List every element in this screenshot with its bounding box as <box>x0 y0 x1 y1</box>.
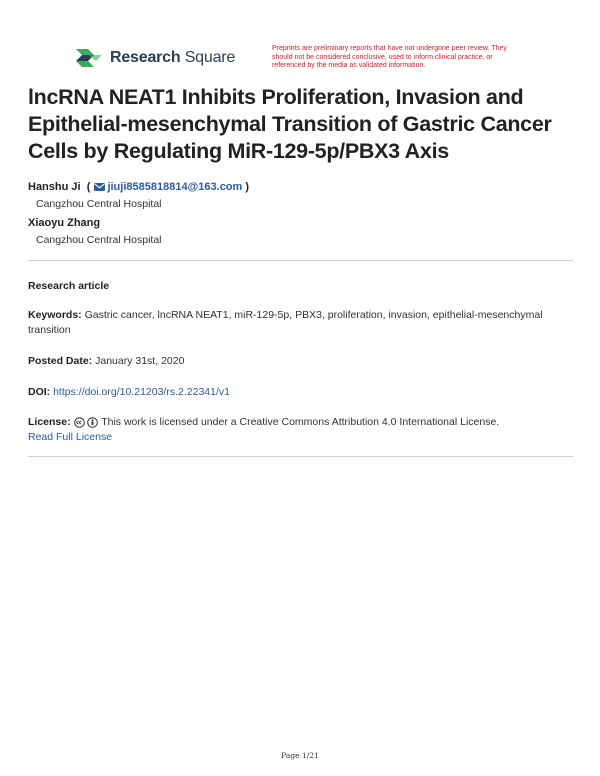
author-2-name: Xiaoyu Zhang <box>28 217 101 229</box>
creative-commons-icon <box>74 417 85 428</box>
doi-link[interactable]: https://doi.org/10.21203/rs.2.22341/v1 <box>53 386 230 398</box>
posted-date <box>28 354 573 369</box>
logo-word-research: Research <box>110 49 181 66</box>
license <box>28 415 573 445</box>
read-full-license-link[interactable]: Read Full License <box>28 431 113 443</box>
divider-bottom <box>28 456 573 457</box>
author-2-affiliation: Cangzhou Central Hospital <box>36 234 162 246</box>
attribution-icon <box>87 417 98 428</box>
posted-date-value: January 31st, 2020 <box>95 355 185 367</box>
divider-top <box>28 260 573 261</box>
author-1-email-link[interactable]: jiuji8585818814@163.com <box>107 181 243 193</box>
posted-date-label: Posted Date: <box>28 355 93 367</box>
logo-word-square: Square <box>184 49 236 66</box>
author-1-name: Hanshu Ji <box>28 181 81 193</box>
research-square-logo[interactable] <box>74 47 235 69</box>
preprint-notice: Preprints are preliminary reports that have not undergone peer review. They should not be considered conclusive, used to inform clinical practice, or referenced by the media as validated information. <box>272 45 507 69</box>
doi <box>28 385 573 400</box>
article-type-label: Research article <box>28 280 110 292</box>
author-1-affiliation: Cangzhou Central Hospital <box>36 198 162 210</box>
license-label: License: <box>28 416 71 428</box>
article-type <box>28 279 573 294</box>
keywords <box>28 308 573 338</box>
author-1 <box>28 181 249 193</box>
envelope-icon <box>94 183 105 191</box>
research-square-icon <box>74 47 104 69</box>
author-1-open-paren: ( <box>86 181 91 193</box>
page-number: Page 1/21 <box>281 751 319 760</box>
keywords-text: Gastric cancer, lncRNA NEAT1, miR-129-5p, PBX3, proliferation, invasion, epithelial-mesenchymal transition <box>28 309 543 336</box>
logo-wordmark <box>110 49 235 67</box>
license-text: This work is licensed under a Creative Commons Attribution 4.0 International License. <box>101 416 500 428</box>
author-1-close-paren: ) <box>245 181 250 193</box>
doi-label: DOI: <box>28 386 51 398</box>
keywords-label: Keywords: <box>28 309 82 321</box>
paper-title: lncRNA NEAT1 Inhibits Proliferation, Invasion and Epithelial-mesenchymal Transition of Gastric Cancer Cells by Regulating MiR-129-5p/PBX3 Axis <box>28 85 552 163</box>
